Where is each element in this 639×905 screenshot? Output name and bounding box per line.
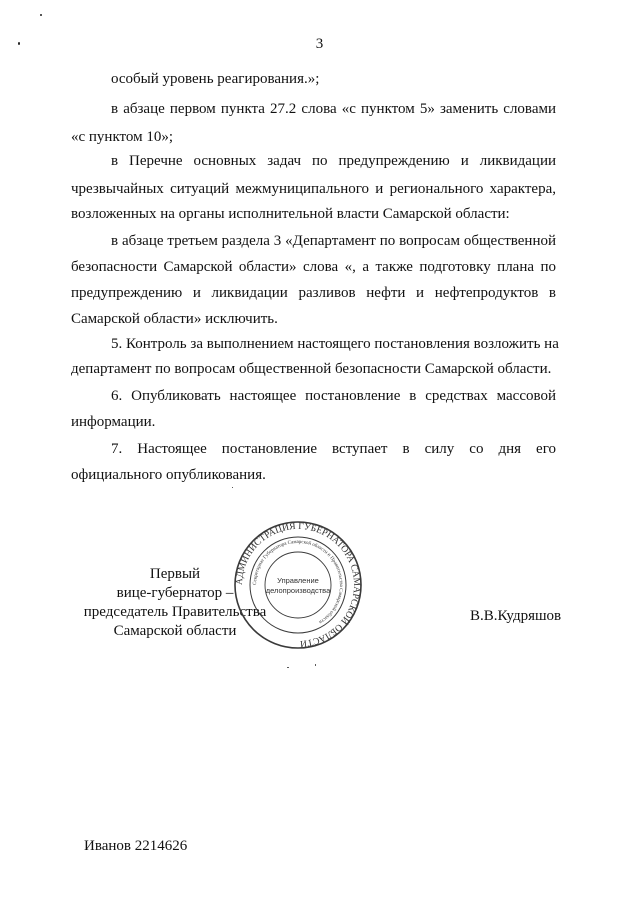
scan-speck xyxy=(287,667,289,668)
page-number: 3 xyxy=(315,36,324,52)
paragraph-line: возложенных на органы исполнительной власти Самарской области: xyxy=(71,206,510,222)
signatory-title-line: Самарской области xyxy=(113,623,237,639)
stamp-inner-text: Секретариат Губернатора Самарской области и Правительства Самарской области xyxy=(252,539,344,625)
official-stamp xyxy=(233,520,363,650)
executor-contact: Иванов 2214626 xyxy=(84,838,188,854)
paragraph-line: 5. Контроль за выполнением настоящего постановления возложить на xyxy=(111,336,559,352)
paragraph-line: в Перечне основных задач по предупреждению и ликвидации xyxy=(111,153,556,169)
paragraph-line: в абзаце третьем раздела 3 «Департамент по вопросам общественной xyxy=(111,233,556,249)
signatory-title-line: председатель Правительства xyxy=(83,604,267,620)
paragraph-line: особый уровень реагирования.»; xyxy=(111,71,320,87)
scan-speck xyxy=(315,664,316,666)
scan-speck xyxy=(232,487,233,488)
paragraph-line: 6. Опубликовать настоящее постановление в средствах массовой xyxy=(111,388,556,404)
paragraph-line: предупреждению и ликвидации разливов нефти и нефтепродуктов в xyxy=(71,285,556,301)
scan-speck xyxy=(40,14,42,16)
signatory-title-line: вице-губернатор – xyxy=(116,585,234,601)
paragraph-line: безопасности Самарской области» слова «, а также подготовку плана по xyxy=(71,259,556,275)
stamp-center-line: Управление xyxy=(277,576,319,585)
paragraph-line: в абзаце первом пункта 27.2 слова «с пунктом 5» заменить словами xyxy=(111,101,556,117)
paragraph-line: Самарской области» исключить. xyxy=(71,311,278,327)
paragraph-line: «с пунктом 10»; xyxy=(71,129,174,145)
paragraph-line: 7. Настоящее постановление вступает в силу со дня его xyxy=(111,441,556,457)
stamp-center-line: делопроизводства xyxy=(265,586,331,595)
stamp-outer-text: АДМИНИСТРАЦИЯ ГУБЕРНАТОРА САМАРСКОЙ ОБЛАСТИ xyxy=(234,521,362,649)
paragraph-line: чрезвычайных ситуаций межмуниципального и регионального характера, xyxy=(71,181,556,197)
scan-speck xyxy=(18,42,20,45)
paragraph-line: департамент по вопросам общественной безопасности Самарской области. xyxy=(71,361,552,377)
paragraph-line: информации. xyxy=(71,414,156,430)
paragraph-line: официального опубликования. xyxy=(71,467,266,483)
signatory-title-line: Первый xyxy=(149,566,201,582)
signer-name: В.В.Кудряшов xyxy=(470,608,562,624)
